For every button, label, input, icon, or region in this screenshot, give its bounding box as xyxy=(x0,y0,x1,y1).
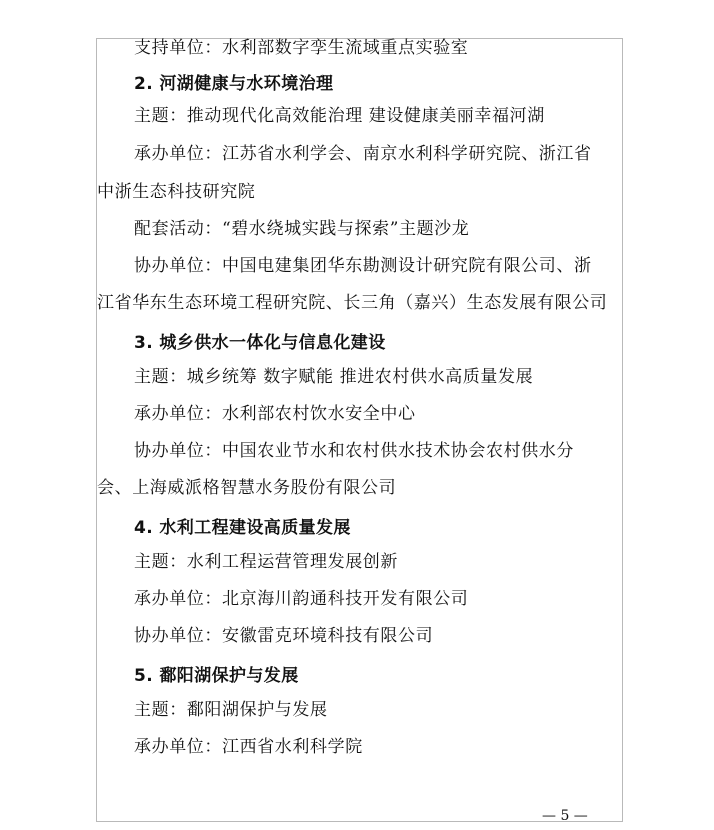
theme-line-3: 主题：城乡统筹 数字赋能 推进农村供水高质量发展 xyxy=(134,367,534,387)
co-host-line-2: 协办单位：中国电建集团华东勘测设计研究院有限公司、浙 xyxy=(134,256,592,276)
co-host-line-2-cont: 江省华东生态环境工程研究院、长三角（嘉兴）生态发展有限公司 xyxy=(97,293,608,313)
theme-line-5: 主题：鄱阳湖保护与发展 xyxy=(134,700,328,720)
host-unit-line-5: 承办单位：江西省水利科学院 xyxy=(134,737,363,757)
activity-line-2: 配套活动：“碧水绕城实践与探索”主题沙龙 xyxy=(134,219,470,239)
page-number: — 5 — xyxy=(542,808,588,824)
host-unit-line-4: 承办单位：北京海川韵通科技开发有限公司 xyxy=(134,589,469,609)
theme-line-4: 主题：水利工程运营管理发展创新 xyxy=(134,552,398,572)
host-unit-line-2-cont: 中浙生态科技研究院 xyxy=(97,182,256,202)
co-host-line-3-cont: 会、上海威派格智慧水务股份有限公司 xyxy=(97,478,397,498)
co-host-line-4: 协办单位：安徽雷克环境科技有限公司 xyxy=(134,626,434,646)
section-heading-2: 2. 河湖健康与水环境治理 xyxy=(134,74,334,94)
support-unit-line: 支持单位：水利部数字孪生流域重点实验室 xyxy=(134,38,469,58)
section-heading-3: 3. 城乡供水一体化与信息化建设 xyxy=(134,333,386,353)
host-unit-line-2: 承办单位：江苏省水利学会、南京水利科学研究院、浙江省 xyxy=(134,144,592,164)
section-heading-4: 4. 水利工程建设高质量发展 xyxy=(134,518,351,538)
theme-line-2: 主题：推动现代化高效能治理 建设健康美丽幸福河湖 xyxy=(134,106,545,126)
co-host-line-3: 协办单位：中国农业节水和农村供水技术协会农村供水分 xyxy=(134,441,574,461)
host-unit-line-3: 承办单位：水利部农村饮水安全中心 xyxy=(134,404,416,424)
section-heading-5: 5. 鄱阳湖保护与发展 xyxy=(134,666,299,686)
